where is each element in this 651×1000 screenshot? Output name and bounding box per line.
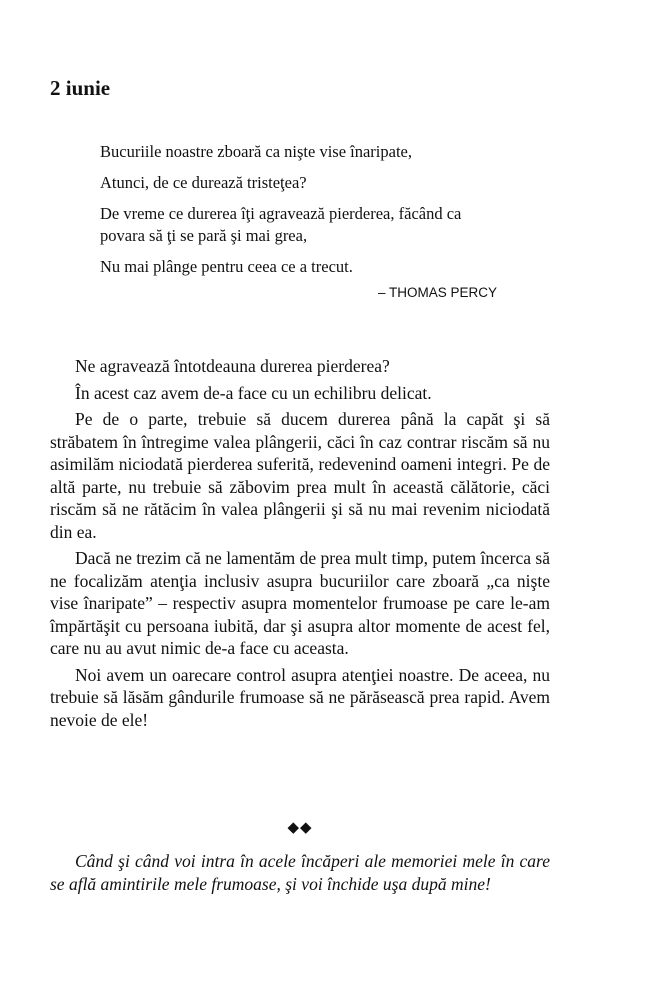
epigraph-poem	[100, 141, 500, 287]
body-text	[50, 355, 550, 735]
epigraph-attribution: – THOMAS PERCY	[377, 285, 497, 300]
poem-line: De vreme ce durerea îţi agravează pierderea, făcând ca povara să ţi se pară şi mai grea,	[100, 204, 462, 245]
body-paragraph: Noi avem un oarecare control asupra atenţiei noastre. De aceea, nu trebuie să lăsăm gândurile frumoase să ne părăsească prea rapid. Avem nevoie de ele!	[50, 664, 550, 730]
body-paragraph: Pe de o parte, trebuie să ducem durerea până la capăt şi să străbatem în întregime valea plângerii, căci în caz contrar riscăm să nu asimilăm niciodată pierderea suferită, redevenind oameni integri. Pe de altă parte, nu trebuie să zăbovim prea mult în această călătorie, căci riscăm să ne rătăcim în valea plângerii şi să nu mai revenim niciodată din ea.	[50, 409, 550, 542]
poem-line: Bucuriile noastre zboară ca nişte vise înaripate,	[100, 142, 412, 161]
entry-date: 2 iunie	[50, 76, 111, 100]
section-divider: ◆◆	[287, 818, 313, 836]
body-paragraph: Ne agravează întotdeauna durerea pierderea?	[75, 356, 390, 376]
closing-affirmation: Când şi când voi intra în acele încăperi ale memoriei mele în care se află amintirile mele frumoase, şi voi închide uşa după mine!	[50, 851, 550, 894]
poem-line: Nu mai plânge pentru ceea ce a trecut.	[100, 257, 353, 276]
body-paragraph: În acest caz avem de-a face cu un echilibru delicat.	[75, 382, 432, 403]
body-paragraph: Dacă ne trezim că ne lamentăm de prea mult timp, putem încerca să ne focalizăm atenţia inclusiv asupra bucuriilor care zboară „ca nişte vise înaripate” – respectiv asupra momentelor frumoase pe care le-am împărtăşit cu persoana iubită, dar şi asupra altor momente de acest fel, care nu au avut nimic de-a face cu aceasta.	[50, 548, 550, 658]
poem-line: Atunci, de ce durează tristeţea?	[100, 173, 307, 192]
